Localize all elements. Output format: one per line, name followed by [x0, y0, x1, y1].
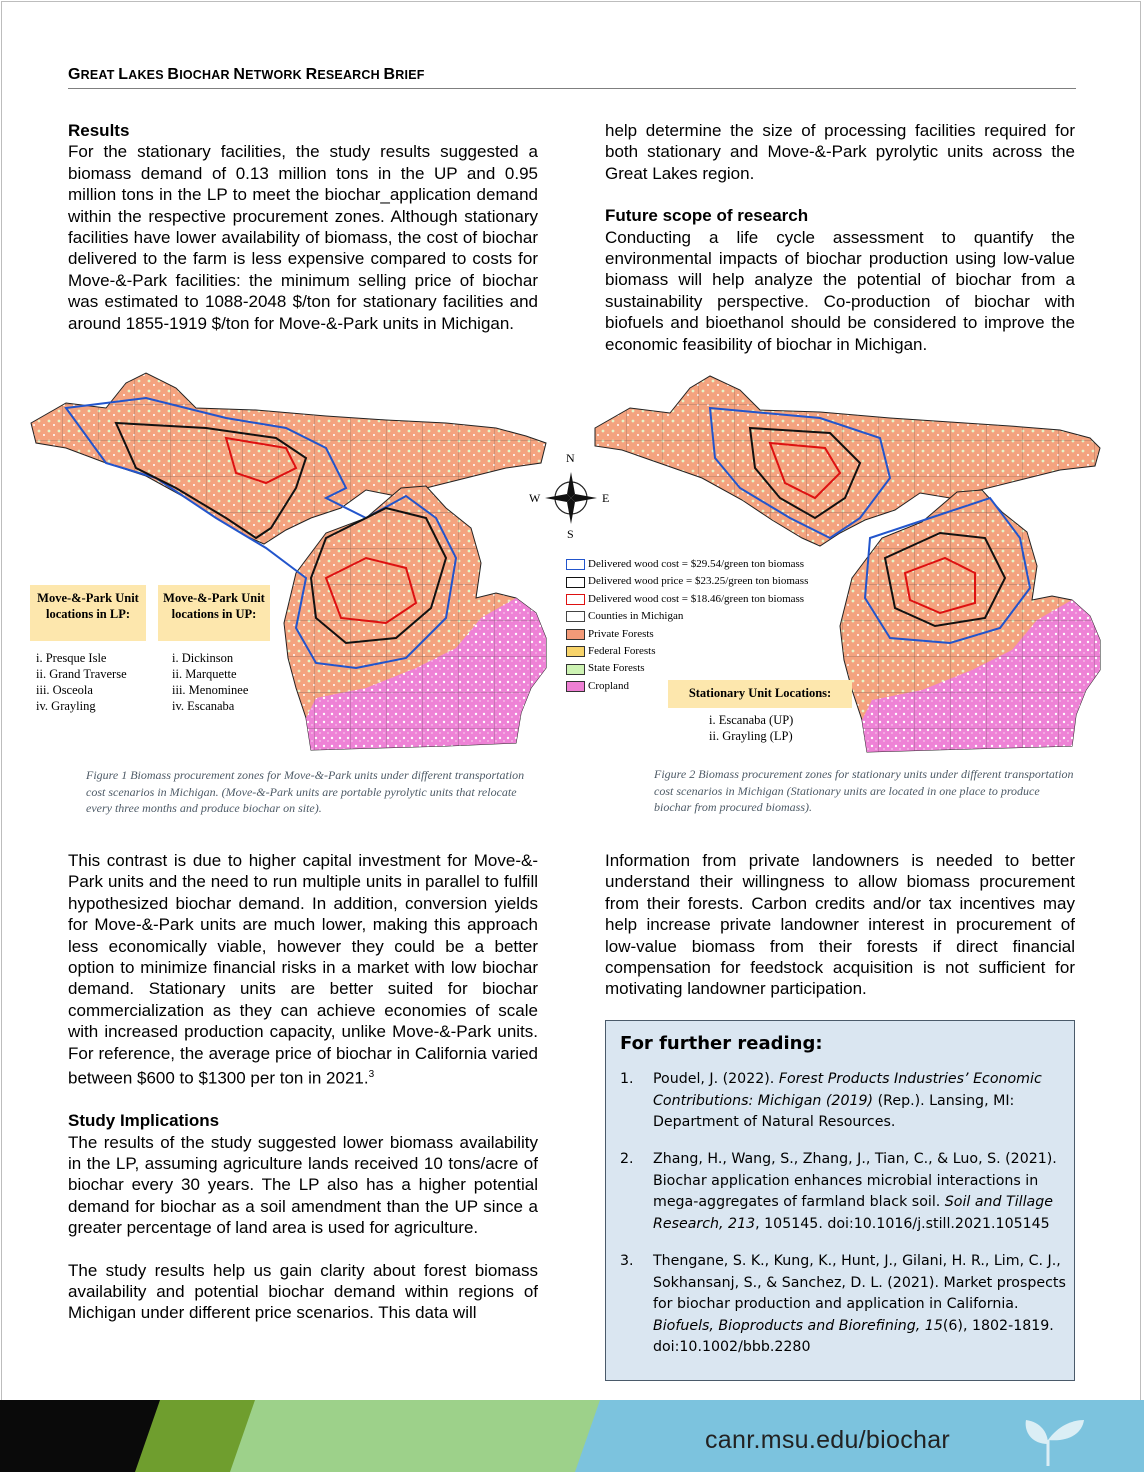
reference-item: 1. Poudel, J. (2022). Forest Products Industries’ Economic Contributions: Michigan (2019) (Rep.). Lansing, MI: Department of Natural Resources.	[620, 1071, 1042, 1131]
legend-item: Federal Forests	[566, 643, 808, 660]
up-units-list	[172, 650, 248, 714]
compass-s: S	[567, 527, 574, 541]
list-item: i. Dickinson	[172, 651, 234, 665]
legend-swatch	[566, 681, 585, 692]
legend-swatch	[566, 559, 585, 570]
list-item: iii. Osceola	[36, 683, 93, 697]
col1-bottom-section	[68, 850, 538, 1324]
reference-item: 3. Thengane, S. K., Kung, K., Hunt, J., Gilani, H. R., Lim, C. J., Sokhansanj, S., & Sanchez, D. L. (2021). Market prospects for biochar production and application in California. Biofuels, Bioproducts and Biorefining, 15(6), 1802-1819. doi:10.1002/bbb.2280	[620, 1253, 1066, 1356]
legend-swatch	[566, 664, 585, 675]
contrast-paragraph: This contrast is due to higher capital investment for Move-&-Park units and the need to run multiple units in parallel to fulfill hypothesized biochar demand. In addition, conversion yields for Move-&-Park units are much lower, making this approach less economically viable, however they could be a better option to minimize financial risks in a market with low biochar demand. Stationary units are better suited for biochar commercialization as they can achieve economies of scale with increased production capacity, unlike Move-&-Park units. For reference, the average price of biochar in California varied between $600 to $1300 per ton in 2021.$^3$	[68, 851, 538, 1088]
legend-swatch	[566, 611, 585, 622]
results-heading: Results	[68, 121, 130, 140]
landowner-paragraph: Information from private landowners is needed to better understand their willingness to allow biomass procurement from their forests. Carbon credits and/or tax incentives may help increase private landowner interest in procurement of low-value biomass from their forests if direct financial compensation for feedstock acquisition is not sufficient for motivating landowner participation.	[605, 851, 1075, 999]
up-units-box: Move-&-Park Unit locations in UP:	[158, 585, 270, 641]
stationary-units-box: Stationary Unit Locations:	[668, 680, 852, 708]
further-reading-title: For further reading:	[620, 1033, 823, 1054]
legend-swatch	[566, 629, 585, 640]
compass-w: W	[529, 491, 541, 505]
implications-body: The results of the study suggested lower biomass availability in the LP, assuming agriculture lands received 10 tons/acre of biochar every 30 years. The LP also has a higher potential demand for biochar as a soil amendment than the UP since a greater percentage of land area is used for agriculture.	[68, 1132, 538, 1238]
legend-item: Cropland	[566, 678, 808, 695]
legend-item: Delivered wood cost = $18.46/green ton biomass	[566, 591, 808, 608]
list-item: iv. Escanaba	[172, 699, 235, 713]
future-body: Conducting a life cycle assessment to quantify the environmental impacts of biochar production using low-value biomass will help analyze the potential of biochar from a sustainability perspective. Co-production of biochar with biofuels and bioethanol should be considered to improve the economic feasibility of biochar in Michigan.	[605, 227, 1075, 354]
legend-item: Delivered wood price = $23.25/green ton biomass	[566, 573, 808, 590]
header-rule	[68, 88, 1076, 89]
compass-n: N	[566, 451, 575, 465]
stationary-units-list	[709, 712, 793, 744]
col2-top-section	[605, 120, 1075, 355]
list-item: iii. Menominee	[172, 683, 249, 697]
future-heading: Future scope of research	[605, 206, 809, 226]
figure2-caption: Figure 2 Biomass procurement zones for stationary units under different transportation cost scenarios in Michigan (Stationary units are located in one place to produce biochar from procured biomass).	[654, 767, 1074, 814]
list-item: ii. Grand Traverse	[36, 667, 127, 681]
legend-swatch	[566, 646, 585, 657]
brief-header: GREAT LAKES BIOCHAR NETWORK RESEARCH BRIEF	[68, 66, 425, 83]
lp-units-box: Move-&-Park Unit locations in LP:	[30, 585, 146, 641]
legend-item: Private Forests	[566, 626, 808, 643]
reference-item: 2. Zhang, H., Wang, S., Zhang, J., Tian, C., & Luo, S. (2021). Biochar application enhances microbial interactions in mega-aggregates of farmland black soil. Soil and Tillage Research, 213, 105145. doi:10.1016/j.still.2021.105145	[620, 1151, 1057, 1232]
processing-text: help determine the size of processing facilities required for both stationary and Move-&-Park pyrolytic units across the Great Lakes region.	[605, 121, 1075, 183]
footer-url[interactable]: canr.msu.edu/biochar	[705, 1426, 951, 1454]
results-section	[68, 120, 538, 334]
list-item: iv. Grayling	[36, 699, 96, 713]
legend-item: State Forests	[566, 660, 808, 677]
legend-swatch	[566, 594, 585, 605]
col2-bottom-section	[605, 850, 1075, 1000]
legend-swatch	[566, 577, 585, 588]
compass-e: E	[602, 491, 610, 505]
results-body: For the stationary facilities, the study results suggested a biomass demand of 0.13 million tons in the UP and 0.95 million tons in the LP to meet the biochar_application demand within the respective procurement zones. Although stationary facilities have lower availability of biomass, the cost of biochar delivered to the farm is less expensive compared to costs for Move-&-Park facilities: the minimum selling price of biochar was estimated to 1088-2048 $/ton for stationary facilities and around 1855-1919 $/ton for Move-&-Park units in Michigan.	[68, 142, 538, 333]
legend-item: Delivered wood cost = $29.54/green ton biomass	[566, 556, 808, 573]
lp-units-list	[36, 650, 127, 714]
clarity-paragraph: The study results help us gain clarity about forest biomass availability and potential biochar demand within regions of Michigan under different price scenarios. This data will	[68, 1260, 538, 1323]
figure1-caption: Figure 1 Biomass procurement zones for Move-&-Park units under different transportation cost scenarios in Michigan. (Move-&-Park units are portable pyrolytic units that relocate every three months and produce biochar on site).	[86, 768, 525, 815]
legend-item: Counties in Michigan	[566, 608, 808, 625]
implications-heading: Study Implications	[68, 1111, 220, 1131]
list-item: i. Escanaba (UP)	[709, 713, 794, 727]
map-legend	[566, 556, 808, 695]
further-reading-box	[605, 1020, 1075, 1381]
footer-banner	[0, 1400, 1144, 1472]
list-item: ii. Marquette	[172, 667, 237, 681]
list-item: i. Presque Isle	[36, 651, 107, 665]
list-item: ii. Grayling (LP)	[709, 729, 793, 743]
